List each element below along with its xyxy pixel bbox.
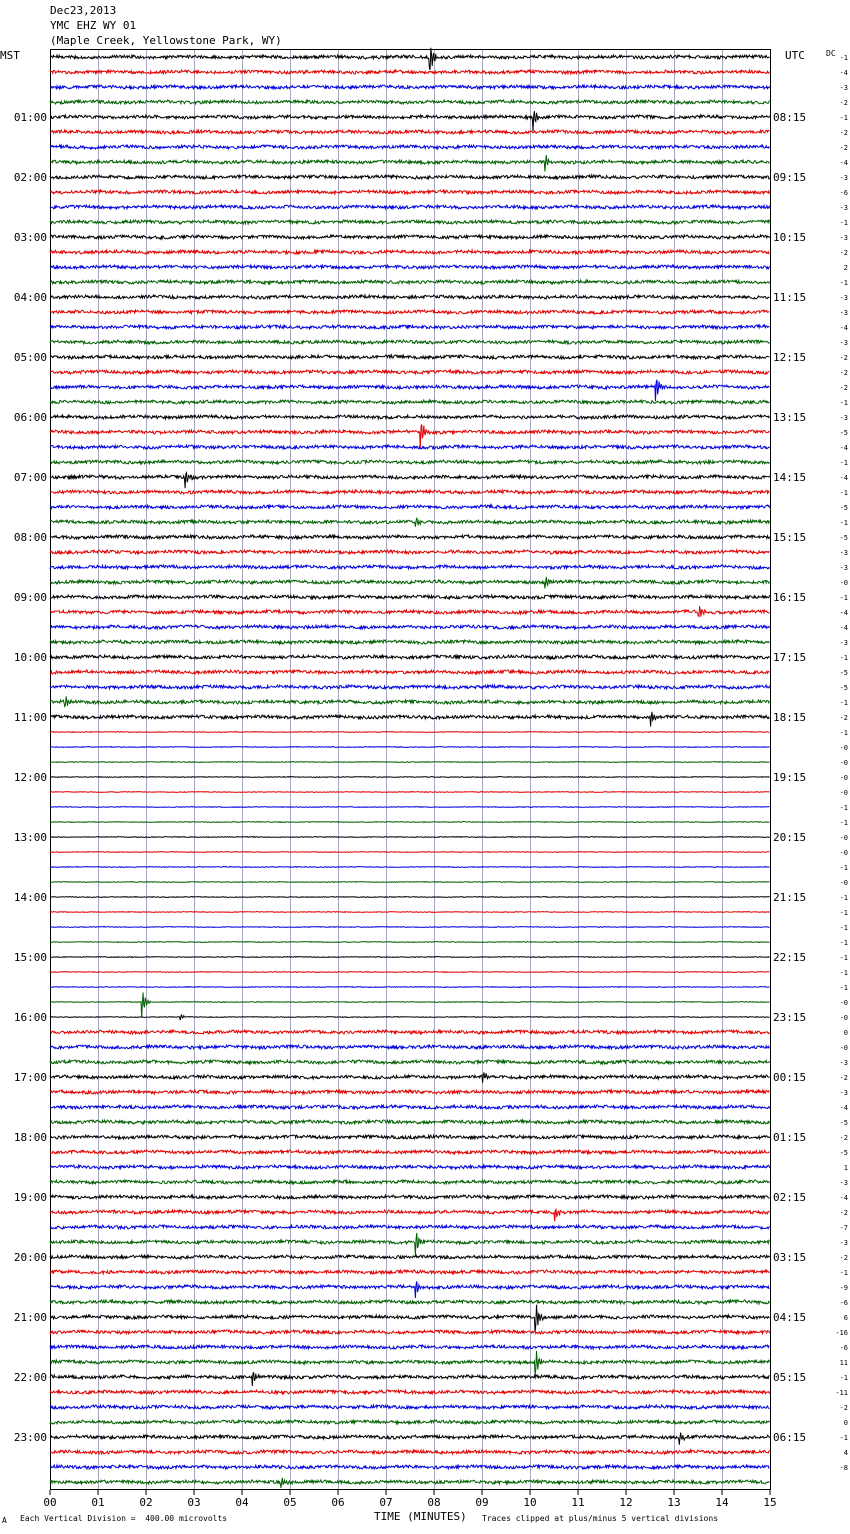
dc-offset-label: 4 <box>843 1449 848 1457</box>
left-hour-label: 01:00 <box>13 111 47 124</box>
trace-row-49 <box>50 792 770 793</box>
left-hour-label: 16:00 <box>13 1011 47 1024</box>
dc-offset-label: -3 <box>839 639 848 647</box>
trace-row-45 <box>50 732 770 733</box>
dc-offset-label: -0 <box>839 999 848 1007</box>
trace-row-74 <box>50 1165 770 1169</box>
dc-offset-label: -4 <box>839 609 848 617</box>
trace-row-55 <box>50 882 770 883</box>
dc-offset-label: -3 <box>839 1089 848 1097</box>
trace-row-73 <box>50 1150 770 1154</box>
trace-row-38 <box>50 625 770 629</box>
trace-row-79 <box>50 1233 770 1256</box>
x-tick-label: 02 <box>139 1496 153 1509</box>
trace-row-26 <box>50 445 770 449</box>
dc-offset-label: -0 <box>839 1044 848 1052</box>
trace-row-10 <box>50 205 770 209</box>
dc-offset-label: -2 <box>839 369 848 377</box>
clip-note: Traces clipped at plus/minus 5 vertical divisions <box>482 1514 719 1523</box>
x-tick-label: 01 <box>91 1496 105 1509</box>
right-hour-label: 20:15 <box>773 831 807 844</box>
dc-offset-label: -2 <box>839 144 848 152</box>
station-location: (Maple Creek, Yellowstone Park, WY) <box>50 34 282 47</box>
trace-row-54 <box>50 867 770 868</box>
x-axis-title: TIME (MINUTES) <box>374 1510 467 1523</box>
trace-row-30 <box>50 505 770 509</box>
axis-labels <box>14 54 848 1509</box>
dc-offset-label: -4 <box>839 1194 848 1202</box>
trace-row-85 <box>50 1330 770 1334</box>
trace-row-21 <box>50 370 770 374</box>
dc-offset-label: -3 <box>839 204 848 212</box>
trace-row-40 <box>50 655 770 659</box>
dc-offset-label: -3 <box>839 1239 848 1247</box>
trace-row-18 <box>50 325 770 329</box>
dc-offset-label: -0 <box>839 579 848 587</box>
x-tick-label: 03 <box>187 1496 201 1509</box>
x-tick-label: 13 <box>667 1496 681 1509</box>
dc-offset-label: -4 <box>839 69 848 77</box>
dc-offset-label: -2 <box>839 1254 848 1262</box>
left-hour-label: 13:00 <box>13 831 47 844</box>
trace-row-46 <box>50 747 770 748</box>
trace-row-28 <box>50 473 770 488</box>
dc-offset-label: -1 <box>839 519 848 527</box>
trace-row-37 <box>50 606 770 617</box>
dc-offset-label: -6 <box>839 1299 848 1307</box>
dc-offset-label: -3 <box>839 414 848 422</box>
left-hour-label: 02:00 <box>13 171 47 184</box>
dc-offset-label: -1 <box>839 279 848 287</box>
left-hour-label: 15:00 <box>13 951 47 964</box>
dc-offset-label: -1 <box>839 114 848 122</box>
trace-row-12 <box>50 235 770 239</box>
trace-row-36 <box>50 595 770 599</box>
trace-row-22 <box>50 380 770 401</box>
dc-offset-label: -0 <box>839 759 848 767</box>
dc-offset-label: -2 <box>839 384 848 392</box>
dc-offset-label: -1 <box>839 924 848 932</box>
right-hour-label: 13:15 <box>773 411 807 424</box>
left-hour-label: 10:00 <box>13 651 47 664</box>
trace-row-70 <box>50 1105 770 1109</box>
dc-offset-label: -3 <box>839 549 848 557</box>
dc-offset-label: -7 <box>839 1224 848 1232</box>
dc-offset-label: -5 <box>839 669 848 677</box>
dc-offset-label: -16 <box>835 1329 848 1337</box>
left-hour-label: 03:00 <box>13 231 47 244</box>
trace-row-76 <box>50 1195 770 1199</box>
dc-offset-label: -2 <box>839 1209 848 1217</box>
right-hour-label: 12:15 <box>773 351 807 364</box>
trace-row-63 <box>50 993 770 1018</box>
right-hour-label: 21:15 <box>773 891 807 904</box>
x-tick-label: 05 <box>283 1496 297 1509</box>
trace-row-72 <box>50 1135 770 1139</box>
dc-offset-label: -3 <box>839 174 848 182</box>
dc-offset-label: -4 <box>839 474 848 482</box>
trace-row-84 <box>50 1305 770 1333</box>
dc-offset-label: -2 <box>839 1074 848 1082</box>
x-tick-label: 04 <box>235 1496 249 1509</box>
trace-row-4 <box>50 111 770 131</box>
dc-offset-label: -1 <box>839 969 848 977</box>
trace-row-82 <box>50 1281 770 1298</box>
x-tick-label: 09 <box>475 1496 489 1509</box>
trace-row-59 <box>50 942 770 943</box>
right-hour-label: 01:15 <box>773 1131 807 1144</box>
dc-offset-label: -3 <box>839 1179 848 1187</box>
right-hour-label: 16:15 <box>773 591 807 604</box>
left-hour-label: 17:00 <box>13 1071 47 1084</box>
dc-offset-label: -1 <box>839 909 848 917</box>
trace-row-15 <box>50 280 770 284</box>
x-tick-label: 06 <box>331 1496 345 1509</box>
trace-row-62 <box>50 987 770 988</box>
trace-row-93 <box>50 1450 770 1454</box>
trace-row-3 <box>50 100 770 104</box>
trace-row-41 <box>50 670 770 674</box>
left-hour-label: 08:00 <box>13 531 47 544</box>
dc-offset-label: -1 <box>839 894 848 902</box>
trace-row-51 <box>50 822 770 823</box>
right-hour-label: 03:15 <box>773 1251 807 1264</box>
dc-offset-label: -3 <box>839 1059 848 1067</box>
x-tick-label: 14 <box>715 1496 729 1509</box>
trace-row-5 <box>50 130 770 134</box>
trace-row-47 <box>50 762 770 763</box>
right-hour-label: 09:15 <box>773 171 807 184</box>
trace-row-32 <box>50 535 770 539</box>
dc-offset-label: -0 <box>839 744 848 752</box>
left-timezone-label: MST <box>0 49 20 62</box>
trace-row-13 <box>50 250 770 254</box>
left-hour-label: 06:00 <box>13 411 47 424</box>
trace-row-67 <box>50 1060 770 1064</box>
dc-offset-label: -1 <box>839 594 848 602</box>
left-hour-label: 11:00 <box>13 711 47 724</box>
dc-offset-label: -1 <box>839 54 848 62</box>
x-tick-label: 12 <box>619 1496 633 1509</box>
trace-row-95 <box>50 1478 770 1488</box>
trace-row-86 <box>50 1345 770 1349</box>
trace-row-66 <box>50 1045 770 1049</box>
right-hour-label: 14:15 <box>773 471 807 484</box>
trace-row-6 <box>50 145 770 149</box>
dc-offset-label: -0 <box>839 849 848 857</box>
trace-row-25 <box>50 424 770 448</box>
dc-offset-label: -1 <box>839 984 848 992</box>
trace-row-88 <box>50 1373 770 1386</box>
dc-offset-label: -1 <box>839 729 848 737</box>
dc-offset-label: -5 <box>839 504 848 512</box>
left-hour-label: 21:00 <box>13 1311 47 1324</box>
trace-row-19 <box>50 340 770 344</box>
dc-offset-label: -3 <box>839 294 848 302</box>
right-hour-label: 06:15 <box>773 1431 807 1444</box>
trace-row-64 <box>50 1015 770 1020</box>
dc-offset-label: -1 <box>839 1434 848 1442</box>
trace-row-89 <box>50 1390 770 1394</box>
dc-offset-label: -1 <box>839 864 848 872</box>
dc-offset-label: -3 <box>839 234 848 242</box>
trace-row-68 <box>50 1072 770 1082</box>
dc-offset-label: -1 <box>839 1374 848 1382</box>
dc-offset-label: -2 <box>839 249 848 257</box>
right-hour-label: 22:15 <box>773 951 807 964</box>
x-tick-label: 07 <box>379 1496 393 1509</box>
left-hour-label: 14:00 <box>13 891 47 904</box>
scale-note: Each Vertical Division = 400.00 microvolts <box>20 1514 228 1523</box>
dc-offset-label: -1 <box>839 819 848 827</box>
trace-row-44 <box>50 712 770 727</box>
trace-row-42 <box>50 685 770 689</box>
trace-row-91 <box>50 1420 770 1424</box>
right-timezone-label: UTC <box>785 49 805 62</box>
trace-row-31 <box>50 518 770 527</box>
dc-offset-label: 1 <box>843 1164 848 1172</box>
x-tick-label: 11 <box>571 1496 585 1509</box>
left-hour-label: 12:00 <box>13 771 47 784</box>
trace-row-61 <box>50 972 770 973</box>
dc-offset-label: -1 <box>839 219 848 227</box>
dc-offset-label: -4 <box>839 324 848 332</box>
right-hour-label: 11:15 <box>773 291 807 304</box>
trace-row-78 <box>50 1225 770 1229</box>
trace-row-27 <box>50 460 770 464</box>
dc-offset-label: -1 <box>839 939 848 947</box>
trace-row-92 <box>50 1433 770 1445</box>
dc-offset-label: 2 <box>843 264 848 272</box>
dc-offset-label: -9 <box>839 1284 848 1292</box>
left-hour-label: 05:00 <box>13 351 47 364</box>
trace-row-48 <box>50 777 770 778</box>
x-tick-label: 08 <box>427 1496 441 1509</box>
dc-offset-label: -8 <box>839 1464 848 1472</box>
dc-offset-label: -1 <box>839 699 848 707</box>
trace-row-14 <box>50 265 770 269</box>
dc-offset-label: -3 <box>839 84 848 92</box>
dc-offset-label: -2 <box>839 354 848 362</box>
dc-offset-label: -6 <box>839 1344 848 1352</box>
left-hour-label: 22:00 <box>13 1371 47 1384</box>
left-hour-label: 09:00 <box>13 591 47 604</box>
right-hour-label: 17:15 <box>773 651 807 664</box>
dc-offset-label: -1 <box>839 1269 848 1277</box>
trace-row-56 <box>50 897 770 898</box>
dc-offset-label: -2 <box>839 1404 848 1412</box>
left-hour-label: 19:00 <box>13 1191 47 1204</box>
trace-row-57 <box>50 912 770 913</box>
trace-row-52 <box>50 837 770 838</box>
trace-row-8 <box>50 175 770 179</box>
trace-row-1 <box>50 70 770 74</box>
dc-offset-label: -6 <box>839 189 848 197</box>
trace-row-94 <box>50 1465 770 1469</box>
dc-offset-label: -3 <box>839 339 848 347</box>
left-hour-label: 07:00 <box>13 471 47 484</box>
dc-offset-label: -1 <box>839 654 848 662</box>
trace-row-39 <box>50 640 770 644</box>
x-tick-label: 00 <box>43 1496 57 1509</box>
dc-offset-label: -0 <box>839 1014 848 1022</box>
trace-row-7 <box>50 155 770 172</box>
x-tick-label: 15 <box>763 1496 777 1509</box>
dc-offset-label: -1 <box>839 399 848 407</box>
trace-rows <box>50 48 770 1488</box>
dc-offset-label: -2 <box>839 129 848 137</box>
trace-row-81 <box>50 1270 770 1274</box>
x-tick-label: 10 <box>523 1496 537 1509</box>
right-hour-label: 19:15 <box>773 771 807 784</box>
trace-row-43 <box>50 697 770 707</box>
trace-row-0 <box>50 48 770 70</box>
dc-offset-label: -5 <box>839 534 848 542</box>
trace-row-9 <box>50 190 770 194</box>
trace-row-34 <box>50 565 770 569</box>
trace-row-53 <box>50 852 770 853</box>
corner-mark: A <box>2 1516 7 1525</box>
right-hour-label: 00:15 <box>773 1071 807 1084</box>
dc-offset-label: 0 <box>843 1029 848 1037</box>
trace-row-50 <box>50 807 770 808</box>
dc-offset-label: -2 <box>839 714 848 722</box>
dc-offset-label: -1 <box>839 804 848 812</box>
trace-row-23 <box>50 400 770 404</box>
trace-row-90 <box>50 1405 770 1409</box>
left-hour-label: 18:00 <box>13 1131 47 1144</box>
left-hour-label: 23:00 <box>13 1431 47 1444</box>
dc-offset-label: 6 <box>843 1314 848 1322</box>
trace-row-16 <box>50 295 770 299</box>
dc-offset-label: -1 <box>839 489 848 497</box>
dc-offset-label: -1 <box>839 459 848 467</box>
right-hour-label: 05:15 <box>773 1371 807 1384</box>
dc-offset-label: -4 <box>839 624 848 632</box>
trace-row-60 <box>50 957 770 958</box>
chart-date: Dec23,2013 <box>50 4 117 17</box>
trace-row-11 <box>50 220 770 224</box>
left-hour-label: 04:00 <box>13 291 47 304</box>
dc-offset-label: 0 <box>843 1419 848 1427</box>
dc-offset-label: -0 <box>839 774 848 782</box>
trace-row-17 <box>50 310 770 314</box>
dc-offset-label: -5 <box>839 1119 848 1127</box>
trace-row-20 <box>50 355 770 359</box>
dc-offset-label: -3 <box>839 564 848 572</box>
right-hour-label: 04:15 <box>773 1311 807 1324</box>
trace-row-2 <box>50 85 770 89</box>
trace-row-83 <box>50 1300 770 1304</box>
trace-row-35 <box>50 577 770 589</box>
dc-offset-label: -11 <box>835 1389 848 1397</box>
dc-offset-label: -4 <box>839 444 848 452</box>
left-hour-label: 20:00 <box>13 1251 47 1264</box>
right-hour-label: 10:15 <box>773 231 807 244</box>
dc-offset-label: -0 <box>839 879 848 887</box>
dc-offset-label: -4 <box>839 1104 848 1112</box>
dc-offset-label: -5 <box>839 684 848 692</box>
trace-row-33 <box>50 550 770 554</box>
right-hour-label: 08:15 <box>773 111 807 124</box>
dc-offset-label: -4 <box>839 159 848 167</box>
dc-offset-label: -0 <box>839 834 848 842</box>
dc-offset-label: 11 <box>839 1359 848 1367</box>
trace-row-58 <box>50 927 770 928</box>
dc-offset-label: -5 <box>839 429 848 437</box>
dc-offset-label: -3 <box>839 309 848 317</box>
trace-row-24 <box>50 415 770 419</box>
trace-row-29 <box>50 490 770 494</box>
trace-row-80 <box>50 1255 770 1259</box>
dc-offset-header: DC <box>826 49 836 58</box>
dc-offset-label: -5 <box>839 1149 848 1157</box>
trace-row-69 <box>50 1090 770 1094</box>
trace-row-87 <box>50 1351 770 1375</box>
trace-row-77 <box>50 1210 770 1222</box>
right-hour-label: 18:15 <box>773 711 807 724</box>
dc-offset-label: -1 <box>839 954 848 962</box>
station-code: YMC EHZ WY 01 <box>50 19 137 32</box>
right-hour-label: 23:15 <box>773 1011 807 1024</box>
right-hour-label: 15:15 <box>773 531 807 544</box>
dc-offset-label: -0 <box>839 789 848 797</box>
trace-row-65 <box>50 1030 770 1034</box>
trace-row-71 <box>50 1120 770 1124</box>
right-hour-label: 02:15 <box>773 1191 807 1204</box>
dc-offset-label: -2 <box>839 1134 848 1142</box>
trace-row-75 <box>50 1180 770 1184</box>
dc-offset-label: -2 <box>839 99 848 107</box>
